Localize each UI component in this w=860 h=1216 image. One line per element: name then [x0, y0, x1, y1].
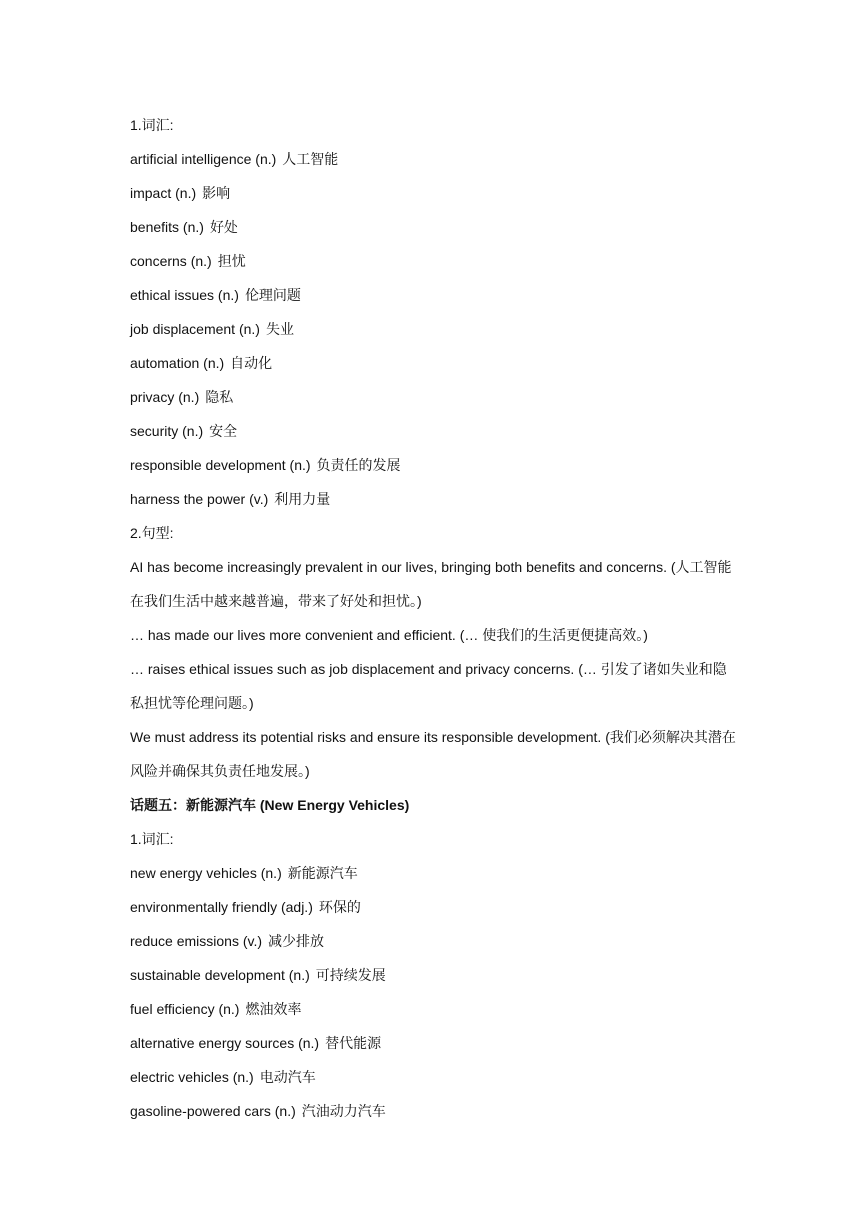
- vocab-item: [130, 312, 740, 346]
- vocab-zh: 影响: [202, 185, 231, 201]
- vocab-item: [130, 482, 740, 516]
- vocab-zh: 新能源汽车: [287, 865, 358, 881]
- vocab-item: [130, 448, 740, 482]
- vocab-en: responsible development (n.): [130, 457, 311, 473]
- vocab-item: [130, 278, 740, 312]
- vocab-en: environmentally friendly (adj.): [130, 899, 313, 915]
- vocab-en: privacy (n.): [130, 389, 200, 405]
- vocab-en: ethical issues (n.): [130, 287, 239, 303]
- vocab-item: [130, 176, 740, 210]
- vocab-zh: 失业: [265, 321, 294, 337]
- vocab-zh: 人工智能: [282, 151, 339, 167]
- pattern-heading: 2.句型:: [130, 525, 174, 541]
- sentence-pattern: … has made our lives more convenient and efficient. (… 使我们的生活更便捷高效。): [130, 627, 648, 643]
- vocab-item: [130, 1060, 740, 1094]
- vocab-item: [130, 142, 740, 176]
- vocab-en: harness the power (v.): [130, 491, 269, 507]
- vocab-item: [130, 856, 740, 890]
- vocab-zh: 减少排放: [268, 933, 325, 949]
- vocab-zh: 可持续发展: [315, 967, 386, 983]
- vocab-en: alternative energy sources (n.): [130, 1035, 320, 1051]
- vocab-item: [130, 414, 740, 448]
- vocab-item: [130, 244, 740, 278]
- vocab-item: [130, 992, 740, 1026]
- sentence-pattern: AI has become increasingly prevalent in our lives, bringing both benefits and concerns. (人工智能在我们生活中越来越普遍，带来了好处和担忧。): [130, 559, 732, 609]
- vocab-en: automation (n.): [130, 355, 225, 371]
- vocab-item: [130, 1026, 740, 1060]
- vocab-item: [130, 1094, 740, 1128]
- topic-title: 话题五：新能源汽车 (New Energy Vehicles): [130, 797, 410, 813]
- vocab-zh: 隐私: [205, 389, 234, 405]
- sentence-pattern: … raises ethical issues such as job displacement and privacy concerns. (… 引发了诸如失业和隐私担忧等伦理问题。): [130, 661, 727, 711]
- vocab-item: [130, 346, 740, 380]
- vocab-en: electric vehicles (n.): [130, 1069, 254, 1085]
- vocab-en: gasoline-powered cars (n.): [130, 1103, 296, 1119]
- vocab-heading: 1.词汇:: [130, 831, 174, 847]
- vocab-item: [130, 958, 740, 992]
- vocab-zh: 负责任的发展: [316, 457, 401, 473]
- vocab-en: fuel efficiency (n.): [130, 1001, 240, 1017]
- vocab-en: concerns (n.): [130, 253, 212, 269]
- vocab-en: impact (n.): [130, 185, 197, 201]
- vocab-zh: 替代能源: [325, 1035, 382, 1051]
- vocab-item: [130, 890, 740, 924]
- vocab-zh: 利用力量: [274, 491, 331, 507]
- vocab-heading: 1.词汇:: [130, 117, 174, 133]
- sentence-pattern: We must address its potential risks and ensure its responsible development. (我们必须解决其潜在风险并确保其负责任地发展。): [130, 729, 736, 779]
- vocab-en: sustainable development (n.): [130, 967, 310, 983]
- vocab-item: [130, 924, 740, 958]
- vocab-zh: 环保的: [318, 899, 361, 915]
- document-page: [130, 108, 740, 1128]
- vocab-zh: 电动汽车: [259, 1069, 316, 1085]
- vocab-en: artificial intelligence (n.): [130, 151, 277, 167]
- vocab-zh: 自动化: [230, 355, 273, 371]
- vocab-item: [130, 380, 740, 414]
- vocab-zh: 好处: [209, 219, 238, 235]
- vocab-zh: 安全: [209, 423, 238, 439]
- vocab-en: reduce emissions (v.): [130, 933, 263, 949]
- vocab-zh: 燃油效率: [245, 1001, 302, 1017]
- vocab-zh: 汽油动力汽车: [301, 1103, 386, 1119]
- vocab-en: security (n.): [130, 423, 204, 439]
- vocab-en: new energy vehicles (n.): [130, 865, 282, 881]
- vocab-en: benefits (n.): [130, 219, 204, 235]
- vocab-zh: 担忧: [217, 253, 246, 269]
- vocab-item: [130, 210, 740, 244]
- vocab-en: job displacement (n.): [130, 321, 260, 337]
- vocab-zh: 伦理问题: [244, 287, 301, 303]
